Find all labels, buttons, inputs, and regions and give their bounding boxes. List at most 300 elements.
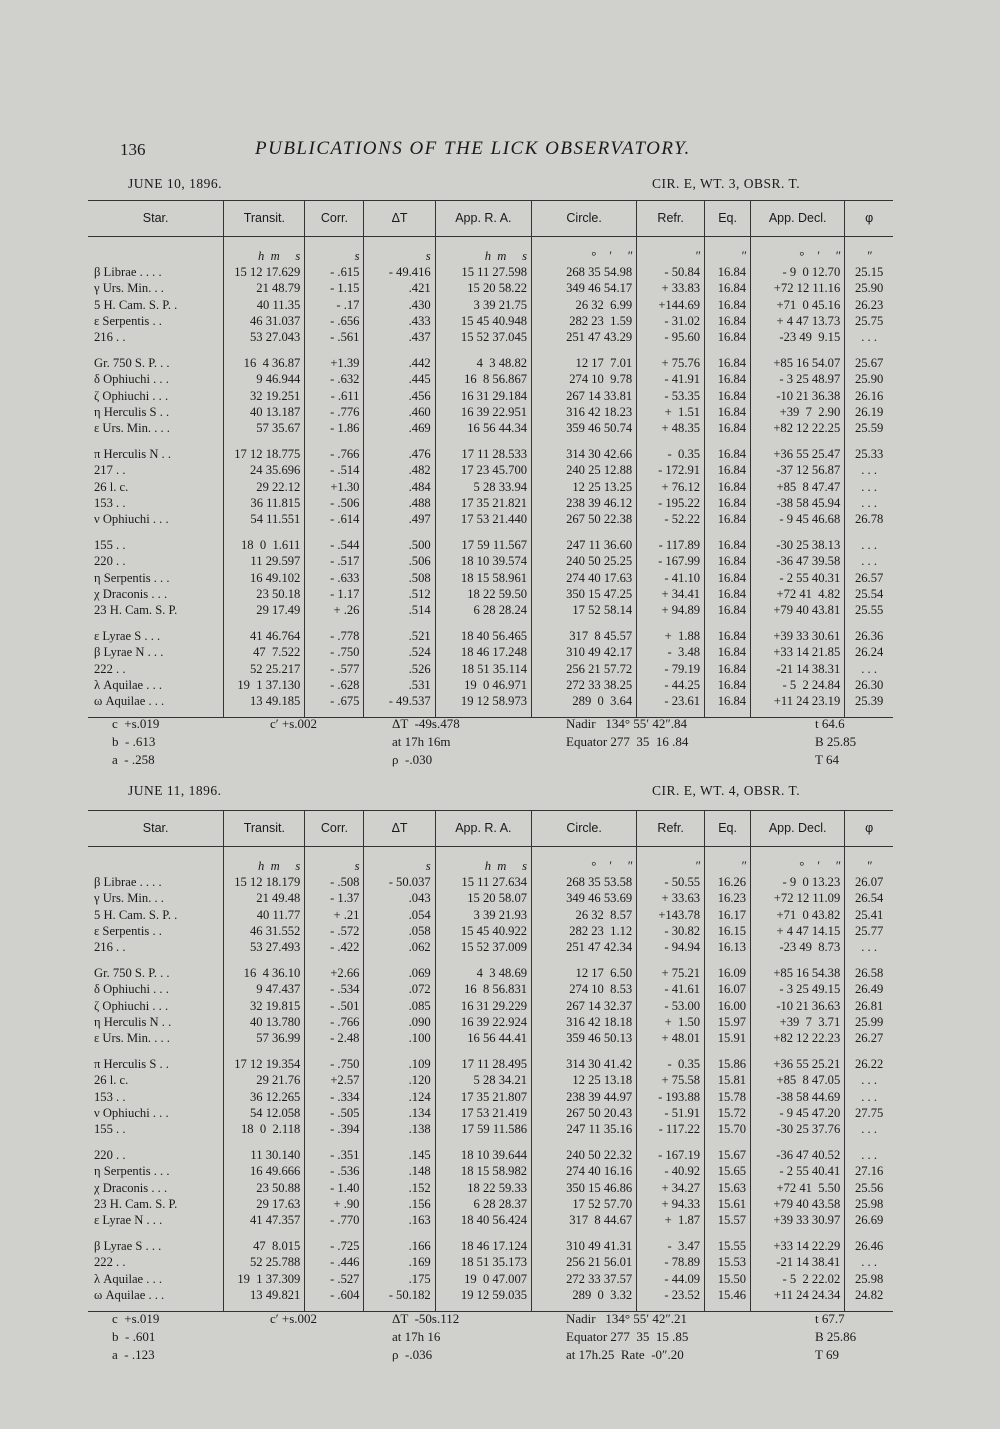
cell-transit: 17 12 18.775 bbox=[224, 446, 305, 462]
footer-line: Nadir 134° 55′ 42″.84 bbox=[566, 716, 688, 731]
cell-delta-t: .497 bbox=[364, 511, 435, 527]
cell-phi: 27.16 bbox=[845, 1163, 893, 1179]
table-row bbox=[88, 462, 893, 478]
cell-phi: 26.16 bbox=[845, 388, 893, 404]
cell-eq: 15.81 bbox=[705, 1072, 751, 1088]
footer-line: Nadir 134° 55′ 42″.21 bbox=[566, 1311, 688, 1326]
cell-refr: - 41.61 bbox=[637, 981, 705, 997]
cell-star: β Librae . . . . bbox=[94, 265, 162, 280]
cell-corr: + .26 bbox=[305, 602, 364, 618]
cell-corr: - .725 bbox=[305, 1238, 364, 1254]
cell-corr: - .517 bbox=[305, 553, 364, 569]
cell-eq: 16.84 bbox=[705, 446, 751, 462]
unit-delta-t: s bbox=[364, 237, 435, 265]
cell-star: ε Urs. Min. . . . bbox=[94, 421, 170, 436]
cell-corr: - 1.86 bbox=[305, 420, 364, 436]
cell-phi: . . . bbox=[845, 495, 893, 511]
cell-app-decl: -21 14 38.31 bbox=[751, 661, 845, 677]
cell-circle: 267 50 20.43 bbox=[532, 1105, 637, 1121]
cell-app-ra: 18 15 58.982 bbox=[435, 1163, 531, 1179]
cell-star: γ Urs. Min. . . bbox=[94, 891, 164, 906]
cell-eq: 16.84 bbox=[705, 537, 751, 553]
cell-app-ra: 3 39 21.93 bbox=[435, 907, 531, 923]
table-row bbox=[88, 1180, 893, 1196]
table-row bbox=[88, 644, 893, 660]
cell-app-ra: 16 31 29.229 bbox=[435, 998, 531, 1014]
star-group bbox=[88, 874, 893, 955]
cell-app-ra: 18 22 59.33 bbox=[435, 1180, 531, 1196]
cell-phi: 25.56 bbox=[845, 1180, 893, 1196]
cell-phi: . . . bbox=[845, 462, 893, 478]
cell-star: 23 H. Cam. S. P. bbox=[94, 603, 178, 618]
cell-eq: 15.63 bbox=[705, 1180, 751, 1196]
cell-refr: - 193.88 bbox=[637, 1089, 705, 1105]
cell-eq: 16.84 bbox=[705, 693, 751, 718]
cell-delta-t: .120 bbox=[364, 1072, 435, 1088]
cell-transit: 36 11.815 bbox=[224, 495, 305, 511]
footer-col2 bbox=[270, 715, 317, 733]
cell-phi: . . . bbox=[845, 537, 893, 553]
cell-circle: 12 25 13.18 bbox=[532, 1072, 637, 1088]
unit-eq: ″ bbox=[705, 847, 751, 875]
cell-eq: 16.84 bbox=[705, 602, 751, 618]
star-group bbox=[88, 1228, 893, 1311]
column-header-delta-t: ΔT bbox=[364, 201, 435, 237]
cell-phi: 25.15 bbox=[845, 264, 893, 280]
cell-star: η Serpentis . . . bbox=[94, 570, 170, 585]
cell-delta-t: .100 bbox=[364, 1030, 435, 1046]
cell-circle: 317 8 45.57 bbox=[532, 628, 637, 644]
cell-star: χ Draconis . . . bbox=[94, 1180, 168, 1195]
cell-refr: - 95.60 bbox=[637, 329, 705, 345]
footer-col5 bbox=[815, 1310, 856, 1364]
cell-refr: + 75.58 bbox=[637, 1072, 705, 1088]
cell-app-decl: +39 7 3.71 bbox=[751, 1014, 845, 1030]
cell-corr: - .422 bbox=[305, 939, 364, 955]
cell-circle: 349 46 54.17 bbox=[532, 280, 637, 296]
unit-circle: ° ′ ″ bbox=[532, 237, 637, 265]
cell-transit: 18 0 1.611 bbox=[224, 537, 305, 553]
cell-app-decl: - 5 2 24.84 bbox=[751, 677, 845, 693]
cell-circle: 289 0 3.64 bbox=[532, 693, 637, 718]
cell-delta-t: .054 bbox=[364, 907, 435, 923]
cell-eq: 15.78 bbox=[705, 1089, 751, 1105]
cell-app-decl: - 9 45 46.68 bbox=[751, 511, 845, 527]
cell-circle: 274 10 9.78 bbox=[532, 371, 637, 387]
cell-refr: - 79.19 bbox=[637, 661, 705, 677]
table-row bbox=[88, 981, 893, 997]
cell-transit: 21 48.79 bbox=[224, 280, 305, 296]
cell-phi: 26.27 bbox=[845, 1030, 893, 1046]
cell-circle: 238 39 46.12 bbox=[532, 495, 637, 511]
cell-star: ζ Ophiuchi . . . bbox=[94, 388, 169, 403]
cell-delta-t: .512 bbox=[364, 586, 435, 602]
cell-eq: 16.84 bbox=[705, 570, 751, 586]
cell-app-decl: +39 33 30.97 bbox=[751, 1212, 845, 1228]
cell-corr: - .628 bbox=[305, 677, 364, 693]
cell-circle: 247 11 35.16 bbox=[532, 1121, 637, 1137]
cell-app-decl: -36 47 39.58 bbox=[751, 553, 845, 569]
column-header-app-decl: App. Decl. bbox=[751, 201, 845, 237]
cell-phi: 25.77 bbox=[845, 923, 893, 939]
cell-app-ra: 18 22 59.50 bbox=[435, 586, 531, 602]
cell-transit: 11 30.140 bbox=[224, 1147, 305, 1163]
table-row bbox=[88, 998, 893, 1014]
cell-eq: 15.97 bbox=[705, 1014, 751, 1030]
cell-eq: 16.84 bbox=[705, 264, 751, 280]
cell-eq: 16.17 bbox=[705, 907, 751, 923]
cell-circle: 289 0 3.32 bbox=[532, 1287, 637, 1312]
table-row bbox=[88, 420, 893, 436]
cell-star: η Herculis N . . bbox=[94, 1014, 172, 1029]
footer-line: a - .123 bbox=[112, 1347, 155, 1362]
unit-corr: s bbox=[305, 847, 364, 875]
footer-line: t 67.7 bbox=[815, 1311, 845, 1326]
cell-corr: - .766 bbox=[305, 1014, 364, 1030]
cell-phi: . . . bbox=[845, 1147, 893, 1163]
footer-col1 bbox=[112, 1310, 159, 1364]
cell-corr: - .514 bbox=[305, 462, 364, 478]
table-row bbox=[88, 1163, 893, 1179]
cell-star: 26 l. c. bbox=[94, 1073, 129, 1088]
cell-app-decl: +33 14 21.85 bbox=[751, 644, 845, 660]
cell-refr: - 40.92 bbox=[637, 1163, 705, 1179]
cell-app-decl: -23 49 8.73 bbox=[751, 939, 845, 955]
cell-transit: 15 12 18.179 bbox=[224, 874, 305, 890]
cell-phi: 26.78 bbox=[845, 511, 893, 527]
cell-circle: 240 50 25.25 bbox=[532, 553, 637, 569]
column-header-eq: Eq. bbox=[705, 201, 751, 237]
cell-phi: . . . bbox=[845, 661, 893, 677]
cell-app-decl: -36 47 40.52 bbox=[751, 1147, 845, 1163]
cell-app-ra: 18 15 58.961 bbox=[435, 570, 531, 586]
cell-app-decl: -10 21 36.38 bbox=[751, 388, 845, 404]
unit-circle: ° ′ ″ bbox=[532, 847, 637, 875]
cell-transit: 11 29.597 bbox=[224, 553, 305, 569]
cell-phi: 26.07 bbox=[845, 874, 893, 890]
cell-eq: 16.09 bbox=[705, 965, 751, 981]
footer-line: c +s.019 bbox=[112, 716, 160, 731]
column-header-transit: Transit. bbox=[224, 201, 305, 237]
cell-app-ra: 15 20 58.07 bbox=[435, 890, 531, 906]
cell-corr: - .351 bbox=[305, 1147, 364, 1163]
cell-transit: 16 4 36.10 bbox=[224, 965, 305, 981]
cell-app-ra: 18 51 35.173 bbox=[435, 1254, 531, 1270]
cell-refr: - 50.84 bbox=[637, 264, 705, 280]
cell-circle: 274 40 16.16 bbox=[532, 1163, 637, 1179]
cell-delta-t: .506 bbox=[364, 553, 435, 569]
cell-refr: + 1.87 bbox=[637, 1212, 705, 1228]
cell-circle: 274 40 17.63 bbox=[532, 570, 637, 586]
cell-eq: 15.57 bbox=[705, 1212, 751, 1228]
cell-app-decl: + 4 47 14.15 bbox=[751, 923, 845, 939]
cell-star: 23 H. Cam. S. P. bbox=[94, 1196, 178, 1211]
cell-transit: 54 11.551 bbox=[224, 511, 305, 527]
cell-refr: - 52.22 bbox=[637, 511, 705, 527]
footer-line: at 17h 16m bbox=[392, 734, 451, 749]
cell-phi: 25.67 bbox=[845, 355, 893, 371]
cell-transit: 40 11.77 bbox=[224, 907, 305, 923]
table-row bbox=[88, 313, 893, 329]
cell-delta-t: .169 bbox=[364, 1254, 435, 1270]
cell-transit: 16 49.102 bbox=[224, 570, 305, 586]
cell-delta-t: .152 bbox=[364, 1180, 435, 1196]
cell-delta-t: .456 bbox=[364, 388, 435, 404]
cell-app-ra: 19 0 47.007 bbox=[435, 1271, 531, 1287]
cell-refr: +143.78 bbox=[637, 907, 705, 923]
footer-line: c′ +s.002 bbox=[270, 1311, 318, 1326]
cell-app-decl: +39 7 2.90 bbox=[751, 404, 845, 420]
cell-transit: 32 19.251 bbox=[224, 388, 305, 404]
cell-delta-t: .476 bbox=[364, 446, 435, 462]
cell-circle: 359 46 50.74 bbox=[532, 420, 637, 436]
cell-circle: 17 52 58.14 bbox=[532, 602, 637, 618]
cell-eq: 16.15 bbox=[705, 923, 751, 939]
cell-delta-t: .072 bbox=[364, 981, 435, 997]
cell-phi: 25.55 bbox=[845, 602, 893, 618]
table-row bbox=[88, 965, 893, 981]
cell-app-ra: 15 20 58.22 bbox=[435, 280, 531, 296]
cell-star: 155 . . bbox=[94, 538, 126, 553]
cell-app-decl: + 4 47 13.73 bbox=[751, 313, 845, 329]
table-row bbox=[88, 693, 893, 718]
cell-star: 220 . . bbox=[94, 1148, 126, 1163]
footer-col3 bbox=[392, 1310, 459, 1364]
footer-line: a - .258 bbox=[112, 752, 155, 767]
footer-line: ΔT -49s.478 bbox=[392, 716, 460, 731]
cell-transit: 15 12 17.629 bbox=[224, 264, 305, 280]
cell-star: 155 . . bbox=[94, 1122, 126, 1137]
cell-circle: 310 49 42.17 bbox=[532, 644, 637, 660]
cell-corr: +2.57 bbox=[305, 1072, 364, 1088]
column-header-star: Star. bbox=[88, 201, 224, 237]
footer-line: ΔT -50s.112 bbox=[392, 1311, 460, 1326]
cell-app-decl: +33 14 22.29 bbox=[751, 1238, 845, 1254]
cell-eq: 16.84 bbox=[705, 462, 751, 478]
cell-eq: 15.91 bbox=[705, 1030, 751, 1046]
cell-phi: . . . bbox=[845, 1254, 893, 1270]
cell-circle: 282 23 1.12 bbox=[532, 923, 637, 939]
cell-eq: 15.53 bbox=[705, 1254, 751, 1270]
unit-transit: h m s bbox=[224, 237, 305, 265]
section-2-date: JUNE 11, 1896. bbox=[128, 783, 222, 798]
cell-refr: - 78.89 bbox=[637, 1254, 705, 1270]
cell-app-ra: 17 35 21.821 bbox=[435, 495, 531, 511]
cell-eq: 16.23 bbox=[705, 890, 751, 906]
cell-transit: 13 49.185 bbox=[224, 693, 305, 718]
cell-app-decl: +71 0 45.16 bbox=[751, 297, 845, 313]
cell-corr: - 1.40 bbox=[305, 1180, 364, 1196]
table-row bbox=[88, 907, 893, 923]
footer-line: b - .613 bbox=[112, 734, 156, 749]
cell-delta-t: .531 bbox=[364, 677, 435, 693]
table-row bbox=[88, 280, 893, 296]
cell-refr: - 23.61 bbox=[637, 693, 705, 718]
unit-eq: ″ bbox=[705, 237, 751, 265]
cell-circle: 359 46 50.13 bbox=[532, 1030, 637, 1046]
cell-corr: - .778 bbox=[305, 628, 364, 644]
cell-eq: 16.84 bbox=[705, 553, 751, 569]
cell-star: Gr. 750 S. P. . . bbox=[94, 966, 170, 981]
cell-app-ra: 17 35 21.807 bbox=[435, 1089, 531, 1105]
cell-transit: 19 1 37.130 bbox=[224, 677, 305, 693]
footer-line: T 69 bbox=[815, 1347, 839, 1362]
section-1-circle-info: CIR. E, WT. 3, OBSR. T. bbox=[652, 176, 801, 191]
cell-app-decl: +36 55 25.21 bbox=[751, 1056, 845, 1072]
cell-star: π Herculis N . . bbox=[94, 447, 172, 462]
cell-corr: - .656 bbox=[305, 313, 364, 329]
footer-line: c +s.019 bbox=[112, 1311, 160, 1326]
cell-phi: 26.58 bbox=[845, 965, 893, 981]
cell-star: ε Serpentis . . bbox=[94, 923, 162, 938]
cell-eq: 16.84 bbox=[705, 420, 751, 436]
cell-corr: - .394 bbox=[305, 1121, 364, 1137]
unit-corr: s bbox=[305, 237, 364, 265]
cell-phi: . . . bbox=[845, 479, 893, 495]
unit-star bbox=[88, 237, 224, 265]
cell-star: 5 H. Cam. S. P. . bbox=[94, 297, 178, 312]
cell-refr: - 195.22 bbox=[637, 495, 705, 511]
column-header-star: Star. bbox=[88, 811, 224, 847]
cell-phi: . . . bbox=[845, 553, 893, 569]
cell-corr: - .501 bbox=[305, 998, 364, 1014]
footer-col1 bbox=[112, 715, 159, 769]
table-row bbox=[88, 890, 893, 906]
cell-transit: 16 49.666 bbox=[224, 1163, 305, 1179]
cell-delta-t: .124 bbox=[364, 1089, 435, 1105]
cell-transit: 16 4 36.87 bbox=[224, 355, 305, 371]
cell-eq: 16.84 bbox=[705, 329, 751, 345]
cell-star: 216 . . bbox=[94, 330, 126, 345]
cell-phi: . . . bbox=[845, 329, 893, 345]
cell-refr: - 117.22 bbox=[637, 1121, 705, 1137]
cell-eq: 16.84 bbox=[705, 388, 751, 404]
cell-delta-t: - 50.037 bbox=[364, 874, 435, 890]
table-row bbox=[88, 511, 893, 527]
cell-phi: 26.36 bbox=[845, 628, 893, 644]
cell-star: ν Ophiuchi . . . bbox=[94, 512, 169, 527]
cell-refr: - 167.19 bbox=[637, 1147, 705, 1163]
cell-star: 222 . . bbox=[94, 661, 126, 676]
cell-star: ν Ophiuchi . . . bbox=[94, 1105, 169, 1120]
table-row bbox=[88, 553, 893, 569]
cell-star: β Lyrae N . . . bbox=[94, 645, 164, 660]
cell-eq: 16.84 bbox=[705, 371, 751, 387]
cell-phi: 26.24 bbox=[845, 644, 893, 660]
cell-refr: - 94.94 bbox=[637, 939, 705, 955]
cell-refr: + 34.41 bbox=[637, 586, 705, 602]
cell-refr: + 1.88 bbox=[637, 628, 705, 644]
cell-refr: - 50.55 bbox=[637, 874, 705, 890]
cell-transit: 40 11.35 bbox=[224, 297, 305, 313]
cell-app-ra: 5 28 33.94 bbox=[435, 479, 531, 495]
cell-refr: - 41.10 bbox=[637, 570, 705, 586]
cell-circle: 314 30 41.42 bbox=[532, 1056, 637, 1072]
cell-circle: 349 46 53.69 bbox=[532, 890, 637, 906]
cell-corr: +1.39 bbox=[305, 355, 364, 371]
cell-phi: 25.90 bbox=[845, 371, 893, 387]
cell-app-ra: 16 56 44.34 bbox=[435, 420, 531, 436]
footer-col2 bbox=[270, 1310, 317, 1328]
cell-circle: 274 10 8.53 bbox=[532, 981, 637, 997]
cell-star: λ Aquilae . . . bbox=[94, 1271, 163, 1286]
cell-delta-t: .442 bbox=[364, 355, 435, 371]
cell-refr: - 167.99 bbox=[637, 553, 705, 569]
cell-eq: 16.84 bbox=[705, 404, 751, 420]
cell-app-ra: 17 53 21.419 bbox=[435, 1105, 531, 1121]
cell-app-ra: 15 11 27.598 bbox=[435, 264, 531, 280]
table-row bbox=[88, 355, 893, 371]
cell-corr: - .750 bbox=[305, 1056, 364, 1072]
table-row bbox=[88, 1030, 893, 1046]
cell-app-ra: 15 45 40.948 bbox=[435, 313, 531, 329]
footer-line: t 64.6 bbox=[815, 716, 845, 731]
cell-delta-t: .514 bbox=[364, 602, 435, 618]
column-header-phi: φ bbox=[845, 811, 893, 847]
cell-refr: + 94.89 bbox=[637, 602, 705, 618]
cell-corr: - .527 bbox=[305, 1271, 364, 1287]
cell-delta-t: .482 bbox=[364, 462, 435, 478]
cell-refr: + 33.63 bbox=[637, 890, 705, 906]
cell-eq: 16.84 bbox=[705, 661, 751, 677]
cell-delta-t: - 49.416 bbox=[364, 264, 435, 280]
cell-phi: 26.30 bbox=[845, 677, 893, 693]
cell-corr: - .615 bbox=[305, 264, 364, 280]
cell-corr: - .577 bbox=[305, 661, 364, 677]
cell-delta-t: .145 bbox=[364, 1147, 435, 1163]
cell-app-ra: 17 53 21.440 bbox=[435, 511, 531, 527]
cell-transit: 53 27.043 bbox=[224, 329, 305, 345]
table-row bbox=[88, 1072, 893, 1088]
cell-transit: 23 50.88 bbox=[224, 1180, 305, 1196]
section-1-date: JUNE 10, 1896. bbox=[128, 176, 222, 191]
cell-delta-t: .148 bbox=[364, 1163, 435, 1179]
cell-star: β Lyrae S . . . bbox=[94, 1239, 162, 1254]
cell-phi: 26.46 bbox=[845, 1238, 893, 1254]
cell-corr: - .675 bbox=[305, 693, 364, 718]
cell-transit: 29 17.63 bbox=[224, 1196, 305, 1212]
cell-circle: 240 25 12.88 bbox=[532, 462, 637, 478]
cell-transit: 53 27.493 bbox=[224, 939, 305, 955]
cell-star: ε Lyrae S . . . bbox=[94, 629, 161, 644]
cell-eq: 16.26 bbox=[705, 874, 751, 890]
column-header-transit: Transit. bbox=[224, 811, 305, 847]
cell-corr: - .572 bbox=[305, 923, 364, 939]
cell-corr: +2.66 bbox=[305, 965, 364, 981]
header-row bbox=[88, 201, 893, 237]
star-group bbox=[88, 1046, 893, 1137]
running-head: PUBLICATIONS OF THE LICK OBSERVATORY. bbox=[255, 138, 691, 159]
cell-eq: 15.55 bbox=[705, 1238, 751, 1254]
cell-app-ra: 4 3 48.82 bbox=[435, 355, 531, 371]
cell-corr: - 2.48 bbox=[305, 1030, 364, 1046]
cell-corr: + .90 bbox=[305, 1196, 364, 1212]
cell-transit: 29 22.12 bbox=[224, 479, 305, 495]
cell-phi: 25.75 bbox=[845, 313, 893, 329]
cell-circle: 240 50 22.32 bbox=[532, 1147, 637, 1163]
cell-transit: 41 46.764 bbox=[224, 628, 305, 644]
cell-refr: + 94.33 bbox=[637, 1196, 705, 1212]
cell-app-decl: - 9 0 13.23 bbox=[751, 874, 845, 890]
cell-refr: - 41.91 bbox=[637, 371, 705, 387]
cell-corr: - .611 bbox=[305, 388, 364, 404]
cell-corr: - .17 bbox=[305, 297, 364, 313]
cell-app-ra: 17 11 28.533 bbox=[435, 446, 531, 462]
table-row bbox=[88, 446, 893, 462]
cell-corr: - .334 bbox=[305, 1089, 364, 1105]
cell-app-ra: 19 0 46.971 bbox=[435, 677, 531, 693]
cell-transit: 36 12.265 bbox=[224, 1089, 305, 1105]
